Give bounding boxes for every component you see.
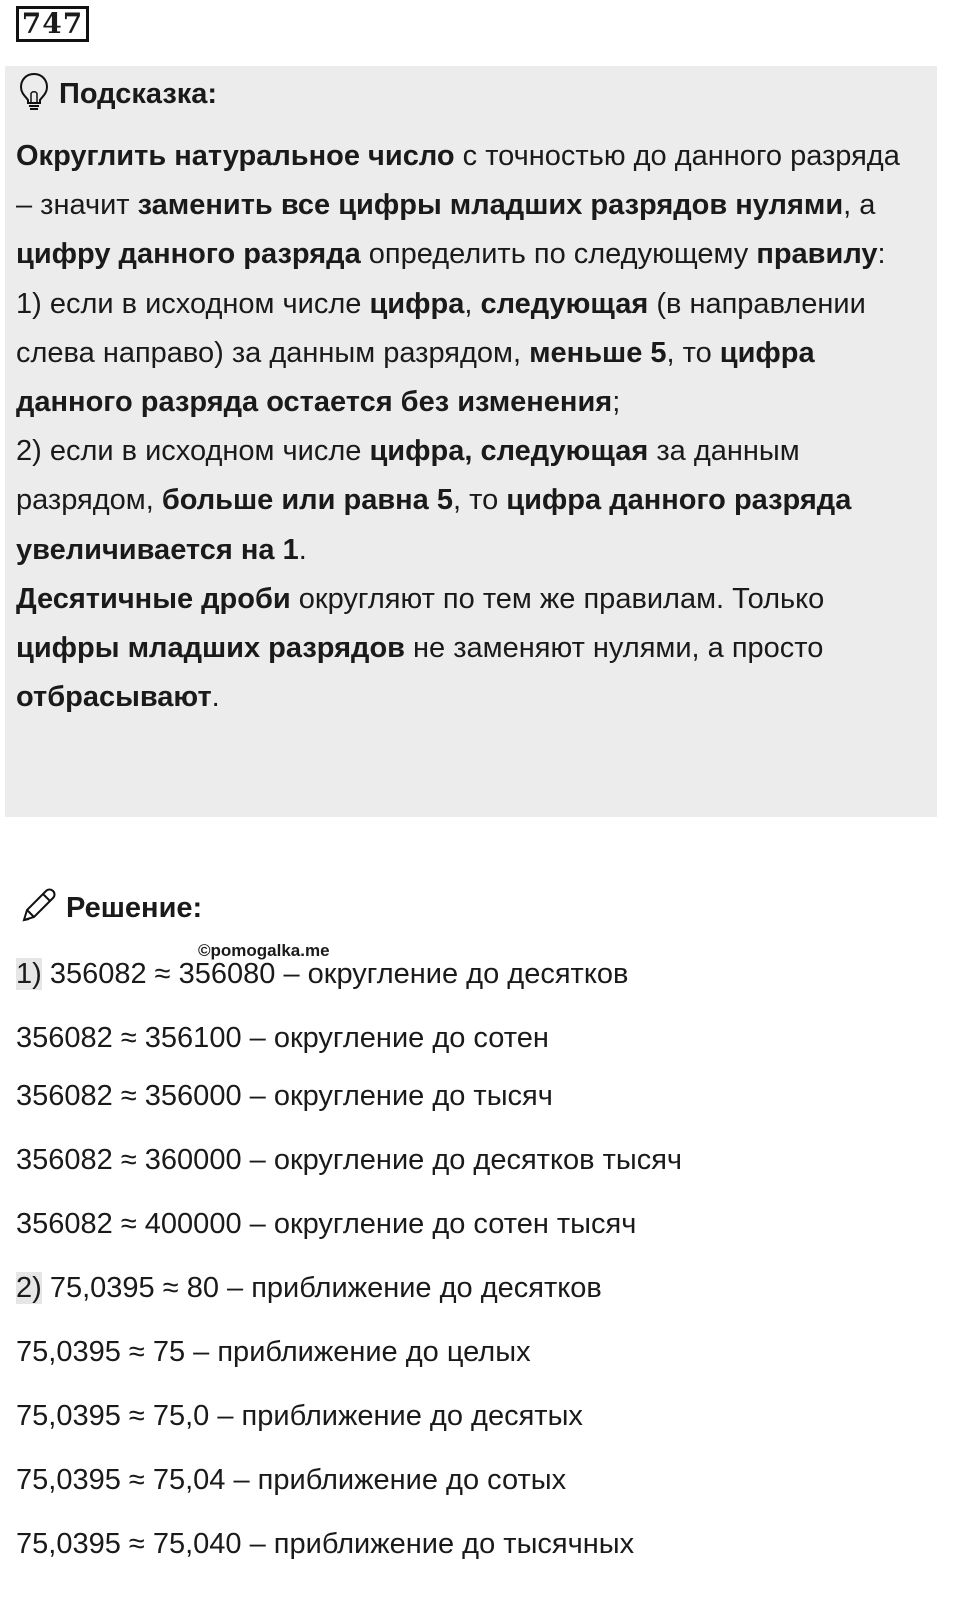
hint-title: Подсказка: [59,77,218,110]
text: (в направлении слева направо) за данным разрядом, [16,287,866,369]
hint-definition [16,132,921,280]
hint-rule-2 [16,427,921,575]
bold-text: цифру данного разряда [16,238,361,271]
solution-line: 356082 ≈ 400000 – округление до сотен тысяч [16,1208,637,1240]
task-number: 747 [16,6,89,42]
pencil-icon [18,886,58,931]
text: : [877,238,886,271]
bold-text: цифра данного разряда увеличивается на 1 [16,484,852,566]
text: . [211,681,220,714]
solution-line [16,956,628,992]
text: , [464,287,481,320]
bold-text: меньше 5 [529,336,667,369]
bold-text: заменить все цифры младших разрядов нулями [137,189,844,222]
text: , то [666,336,720,369]
solution-text: 75,0395 ≈ 80 – приближение до десятков [41,1272,602,1304]
text: 1) если в исходном числе [16,287,370,320]
bold-text: следующая [480,287,649,320]
part-marker: 2) [16,1272,42,1304]
part-marker: 1) [16,958,42,990]
bold-text: больше или равна 5 [161,484,453,517]
solution-text: 356082 ≈ 356080 – округление до десятков [41,958,629,990]
text: за данным разрядом, [16,435,800,517]
hint-rule-1 [16,280,921,428]
hint-decimals [16,575,921,723]
solution-line: 75,0395 ≈ 75 – приближение до целых [16,1336,531,1368]
hint-header [19,74,217,114]
bold-text: отбрасывают [16,681,212,714]
hint-box [5,66,937,817]
solution-line: 75,0395 ≈ 75,04 – приближение до сотых [16,1464,567,1496]
bold-text: цифры младших разрядов [16,632,405,665]
bold-text: Округлить натуральное число [16,140,455,172]
solution-title: Решение: [66,891,203,924]
solution-line: 356082 ≈ 360000 – округление до десятков тысяч [16,1144,683,1176]
text: ; [612,386,621,419]
text: . [298,533,307,566]
bold-text: цифра данного разряда остается без изменения [16,336,815,419]
text: с точностью до данного разряда – значит [16,140,900,222]
bold-text: цифра [369,287,465,320]
hint-body [16,132,921,722]
text: определить по следующему [360,238,757,271]
bold-text: Десятичные дроби [16,582,291,615]
bold-text: цифра, следующая [369,435,649,468]
bold-text: правилу [756,238,878,271]
text: , то [453,484,507,517]
solution-line: 356082 ≈ 356000 – округление до тысяч [16,1080,553,1112]
text: 2) если в исходном числе [16,435,370,468]
text: округляют по тем же правилам. Только [290,582,825,615]
text: , а [843,189,876,222]
solution-line: 356082 ≈ 356100 – округление до сотен [16,1022,549,1054]
lightbulb-icon [19,72,49,117]
watermark: ©pomogalka.me [198,941,330,960]
solution-header [18,886,202,930]
solution-line: 75,0395 ≈ 75,040 – приближение до тысячных [16,1528,635,1560]
text: не заменяют нулями, а просто [404,632,824,665]
solution-line: 75,0395 ≈ 75,0 – приближение до десятых [16,1400,583,1432]
solution-line [16,1270,602,1306]
